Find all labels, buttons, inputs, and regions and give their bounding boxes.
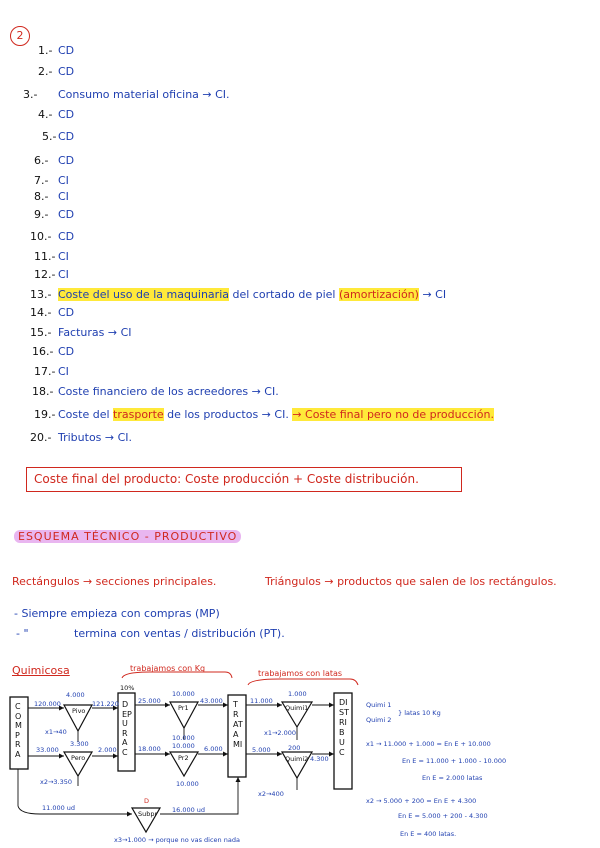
item-text: CD [58,108,75,121]
compra-box-label: COMPRA [15,702,22,759]
tri-quimi2: Quimi2 [285,755,309,763]
item-text: CI [58,174,69,187]
val-g2: D [144,797,150,805]
val-a2: 4.000 [66,691,85,699]
val-e1: 11.000 [250,697,273,705]
item-number: 6.- [34,154,49,167]
val-f2: 200 [288,744,301,752]
item-number: 17.- [34,365,56,378]
item-number: 8.- [34,190,49,203]
item-text: CI [58,365,69,378]
bracket-latas-label: trabajamos con latas [258,669,343,678]
val-a4: x1→40 [45,728,67,736]
legend-triangles-text: Triángulos → productos que salen de los rectángulos. [265,575,557,588]
tri-pr1: Pr1 [178,704,189,712]
item-text-part: (amortización) [338,288,419,301]
calc2-line2: En E = 5.000 + 200 - 4.300 [398,812,488,820]
val-c3: 43.000 [200,697,223,705]
item-text-part: Coste del [58,408,114,421]
item-number: 20.- [30,431,52,444]
item-text: CD [58,345,75,358]
rule-starts: - Siempre empieza con compras (MP) [14,607,220,620]
item-text-part: → Coste final pero no de producción. [292,408,494,421]
calc1-line3: En E = 2.000 latas [422,774,483,782]
item-text: CD [58,44,75,57]
final-formula: Coste final del producto: Coste producción + Coste distribución. [34,472,419,486]
item-text: Tributos → CI. [58,431,133,444]
item-number: 18.- [32,385,54,398]
item-text: CD [58,130,75,143]
pct-label: 10% [120,684,135,692]
val-d4: 10.000 [176,780,199,788]
item-number: 13.- [30,288,52,301]
calc1-line1: x1 → 11.000 + 1.000 = En E + 10.000 [366,740,491,748]
calc1-line2: En E = 11.000 + 1.000 - 10.000 [402,757,507,765]
tri-subpr: Subpr [138,810,158,818]
item-number: 3.- [23,88,38,101]
page-number: 2 [16,29,24,42]
item-text-part: de los productos → CI. [163,408,293,421]
val-c1: 25.000 [138,697,161,705]
item-number: 19.- [34,408,56,421]
item-text: CD [58,208,75,221]
item-text: Coste financiero de los acreedores → CI. [58,385,279,398]
val-g4: x3→1.000 → porque no vas dicen nada [114,836,240,844]
item-text: CD [58,154,75,167]
item-text: CI [58,250,69,263]
val-f1: 5.000 [252,746,271,754]
calc2-line1: x2 → 5.000 + 200 = En E + 4.300 [366,797,477,805]
val-f3: 4.300 [310,755,329,763]
item-number: 12.- [34,268,56,281]
item-text: CD [58,65,75,78]
item-number: 15.- [30,326,52,339]
side-quimi1: Quimi 1 [366,701,392,709]
calc2-line3: En E = 400 latas. [400,830,457,838]
val-b4: x2→3.350 [40,778,73,786]
bracket-kg-label: trabajamos con Kg [130,664,206,673]
item-text: CD [58,306,75,319]
item-number: 10.- [30,230,52,243]
diagram-title: Quimicosa [12,664,70,677]
val-a3: 121.220 [92,700,119,708]
tratami-box-label: TRATAMI [233,700,243,749]
val-c4: 10.000 [172,734,195,742]
val-b3: 2.000 [98,746,117,754]
tri-pero: Pero [71,754,86,762]
item-text: Consumo material oficina → CI. [58,88,230,101]
val-e3: x1→2.000 [264,729,297,737]
item-number: 7.- [34,174,49,187]
rule-ends-mark: - " [16,627,29,640]
legend-rectangles: Rectángulos → secciones principales. [12,575,217,588]
val-a1: 120.000 [34,700,61,708]
item-text: CI [58,190,69,203]
val-d2: 10.000 [172,742,195,750]
val-b2: 3.300 [70,740,89,748]
item-text: CD [58,230,75,243]
item-number: 2.- [38,65,53,78]
item-number: 14.- [30,306,52,319]
tri-pr2: Pr2 [178,754,189,762]
item-number: 5.- [42,130,57,143]
val-d3: 6.000 [204,745,223,753]
tri-pivo: Pivo [72,707,86,715]
tri-quimi1: Quimi1 [285,704,309,712]
item-text: Facturas → CI [58,326,132,339]
val-d1: 18.000 [138,745,161,753]
item-text-part: trasporte [113,408,164,421]
item-text-part: del cortado de piel [229,288,339,301]
item-text: CI [58,268,69,281]
item-number: 11.- [34,250,56,263]
val-b1: 33.000 [36,746,59,754]
val-c2: 10.000 [172,690,195,698]
esquema-title: ESQUEMA TÉCNICO - PRODUCTIVO [14,530,241,543]
side-quimi2: Quimi 2 [366,716,392,724]
item-number: 4.- [38,108,53,121]
val-g1: 11.000 ud [42,804,76,812]
item-number: 1.- [38,44,53,57]
rule-ends: termina con ventas / distribución (PT). [74,627,285,640]
item-number: 9.- [34,208,49,221]
val-e2: 1.000 [288,690,307,698]
item-number: 16.- [32,345,54,358]
val-f4: x2→400 [258,790,284,798]
item-text-part: Coste del uso de la maquinaria [58,288,229,301]
item-text-part: → CI [418,288,447,301]
distribuc-box-label: DISTRIBUC [339,698,349,757]
side-latas: } latas 10 Kg [398,709,441,717]
depurac-box-label: DEPURAC [122,700,132,757]
val-g3: 16.000 ud [172,806,206,814]
